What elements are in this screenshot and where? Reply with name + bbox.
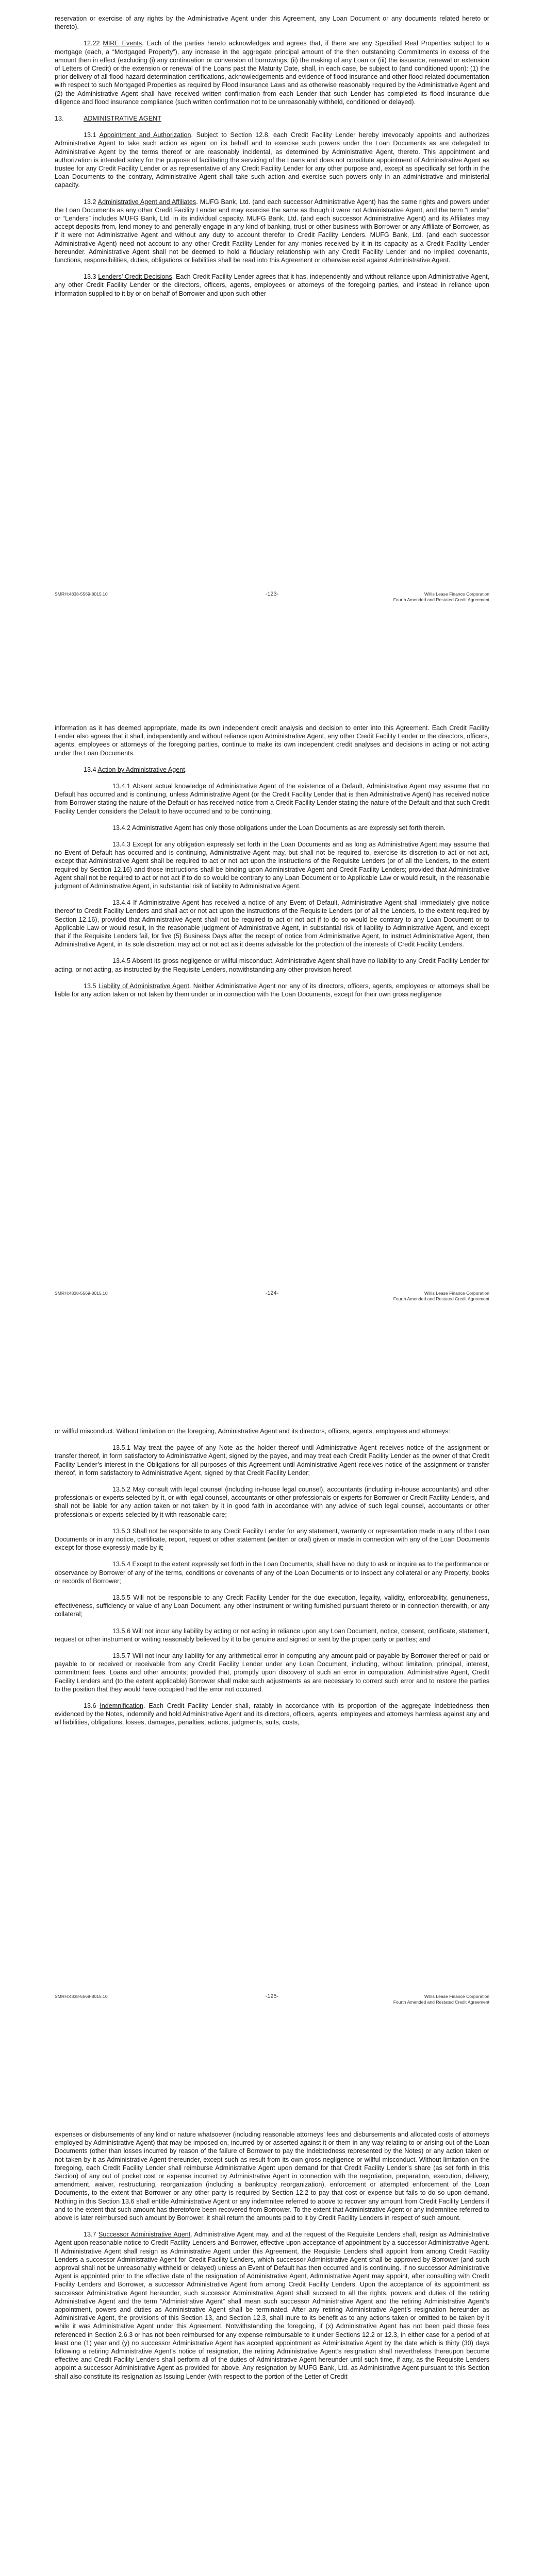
page-number: -124- (265, 1290, 279, 1296)
section-heading: Liability of Administrative Agent (98, 982, 189, 990)
paragraph: information as it has deemed appropriate, made its own independent credit analysis and decision to enter into this Agreement. Each Credit Facility Lender also agrees that it shall, independently and without reliance upon Administrative Agent, any other Credit Facility Lender or the directors, officers, agents, employees or attorneys of the foregoing parties, continue to make its own independent credit analyses and decisions in acting or not acting under the Loan Documents. (55, 724, 489, 757)
section-13-6: 13.6 Indemnification. Each Credit Facility Lender shall, ratably in accordance with its proportion of the aggregate Indebtedness then evidenced by the Notes, indemnify and hold Administrative Agent and its directors, officers, agents, employees and attorneys harmless against any and all liabilities, obligations, losses, damages, penalties, actions, judgments, suits, costs, (55, 1702, 489, 1726)
section-heading: Action by Administrative Agent (97, 766, 185, 773)
subsection-13-5-3: 13.5.3 Shall not be responsible to any Credit Facility Lender for any statement, warranty or representation made in any of the Loan Documents or in any notice, certificate, report, request or other statement (written or oral) given or made in connection with any of the Loan Documents except for those expressly made by it; (55, 1527, 489, 1552)
section-heading: Appointment and Authorization (99, 131, 191, 139)
footer-doc-id: SMRH:4838-5569-8015.10 (55, 1994, 108, 1999)
document-page-1 (0, 0, 544, 703)
page-footer (55, 591, 489, 612)
document-page-4 (0, 2110, 544, 2576)
section-heading: Administrative Agent and Affiliates (97, 198, 196, 206)
section-13-2: 13.2 Administrative Agent and Affiliates. MUFG Bank, Ltd. (and each successor Administrative Agent) has the same rights and powers under the Loan Documents as any other Credit Facility Lender and may exercise the same as though it were not Administrative Agent, and the term “Lender” or “Lenders” includes MUFG Bank, Ltd. in its individual capacity. MUFG Bank, Ltd. (and each successor Administrative Agent) and its Affiliates may accept deposits from, lend money to and generally engage in any kind of banking, trust or other business with Borrower or any Affiliate of Borrower, as if it were not Administrative Agent and without any duty to account therefor to Credit Facility Lenders. MUFG Bank, Ltd. (and each successor Administrative Agent) need not account to any other Credit Facility Lender for any monies received by it in its capacity as a Credit Facility Lender hereunder. Administrative Agent shall not be deemed to hold a fiduciary relationship with any Credit Facility Lender and no implied covenants, functions, responsibilities, duties, obligations or liabilities shall be read into this Agreement or otherwise exist against Administrative Agent. (55, 198, 489, 264)
page-number: -123- (265, 591, 279, 597)
subsection-13-5-4: 13.5.4 Except to the extent expressly set forth in the Loan Documents, shall have no duty to ask or inquire as to the performance or observance by Borrower of any of the terms, conditions or covenants of any of the Loan Documents or to inspect any collateral or any Property, books or records of Borrower; (55, 1561, 489, 1585)
section-13-7: 13.7 Successor Administrative Agent. Administrative Agent may, and at the request of the Requisite Lenders shall, resign as Administrative Agent upon reasonable notice to Credit Facility Lenders and Borrower, effective upon acceptance of appointment by a successor Administrative Agent. If Administrative Agent shall resign as Administrative Agent under this Agreement, the Requisite Lenders shall appoint from among Credit Facility Lenders a successor Administrative Agent for Credit Facility Lenders, which successor Administrative Agent shall be approved by Borrower (and such approval shall not be unreasonably withheld or delayed) unless an Event of Default has then occurred and is continuing. If no successor Administrative Agent is appointed prior to the effective date of the resignation of Administrative Agent, Administrative Agent may appoint, after consulting with Credit Facility Lenders and Borrower, a successor Administrative Agent from among Credit Facility Lenders. Upon the acceptance of its appointment as successor Administrative Agent hereunder, such successor Administrative Agent shall succeed to all the rights, powers and duties of the retiring Administrative Agent and the term “Administrative Agent” shall mean such successor Administrative Agent and the retiring Administrative Agent’s appointment, powers and duties as Administrative Agent shall be terminated. After any retiring Administrative Agent’s resignation hereunder as Administrative Agent, the provisions of this Section 13, and Section 12.3, shall inure to its benefit as to any actions taken or omitted to be taken by it while it was Administrative Agent under this Agreement. Notwithstanding the foregoing, if (x) Administrative Agent has not been paid those fees referenced in Section 2.6.3 or has not been reimbursed for any expense reimbursable to it under Sections 12.2 or 12.3, in either case for a period of at least one (1) year and (y) no successor Administrative Agent has accepted appointment as Administrative Agent by the date which is thirty (30) days following a retiring Administrative Agent’s notice of resignation, the retiring Administrative Agent’s resignation shall nevertheless thereupon become effective and Credit Facility Lenders shall perform all of the duties of Administrative Agent hereunder until such time, if any, as the Requisite Lenders appoint a successor Administrative Agent as provided for above. Any resignation by MUFG Bank, Ltd. as Administrative Agent pursuant to this Section shall also constitute its resignation as Issuing Lender (with respect to the portion of the Letter of Credit (55, 2231, 489, 2380)
section-heading: Lenders’ Credit Decisions (98, 273, 172, 281)
page-body (55, 2130, 489, 2389)
subsection-13-4-2: 13.4.2 Administrative Agent has only those obligations under the Loan Documents as are expressly set forth therein. (112, 824, 446, 832)
paragraph: or willful misconduct. Without limitation on the foregoing, Administrative Agent and its directors, officers, agents, employees and attorneys: (55, 1428, 450, 1435)
subsection-13-4-3: 13.4.3 Except for any obligation expressly set forth in the Loan Documents and as long as Administrative Agent may assume that no Event of Default has occurred and is continuing, Administrative Agent may, but shall not be required to, exercise its discretion to act or not act, except that Administrative Agent shall be required to act or not act upon the instructions of the Requisite Lenders (or of all the Lenders, to the extent required by Section 12.16) and those instructions shall be binding upon Administrative Agent and Credit Facility Lenders; provided that Administrative Agent shall not be required to act or not act if to do so would be contrary to any Loan Document or to Applicable Law or would result, in the reasonable judgment of Administrative Agent, in substantial risk of liability to Administrative Agent. (55, 841, 489, 890)
footer-company: Willis Lease Finance Corporation Fourth Amended and Restated Credit Agreement (393, 591, 489, 602)
article-13-heading: 13. ADMINISTRATIVE AGENT (55, 115, 161, 123)
document-page-2 (0, 703, 544, 1406)
section-13-1: 13.1 Appointment and Authorization. Subject to Section 12.8, each Credit Facility Lender hereby irrevocably appoints and authorizes Administrative Agent to take such action as agent on its behalf and to exercise such powers under the Loan Documents as are delegated to Administrative Agent by the terms thereof or are reasonably incidental, as determined by Administrative Agent, thereto. This appointment and authorization is intended solely for the purpose of facilitating the servicing of the Loans and does not constitute appointment of Administrative Agent as trustee for any Credit Facility Lender or as representative of any Credit Facility Lender for any other purpose and, except as specifically set forth in the Loan Documents to the contrary, Administrative Agent shall take such action and exercise such powers only in an administrative and ministerial capacity. (55, 131, 489, 189)
subsection-13-5-6: 13.5.6 Will not incur any liability by acting or not acting in reliance upon any Loan Document, notice, consent, certificate, statement, request or other instrument or writing reasonably believed by it to be genuine and signed or sent by the proper party or parties; and (55, 1627, 489, 1643)
footer-company: Willis Lease Finance Corporation Fourth Amended and Restated Credit Agreement (393, 1994, 489, 2005)
document-page-3 (0, 1406, 544, 2110)
page-body (55, 1427, 489, 1735)
subsection-13-4-5: 13.4.5 Absent its gross negligence or willful misconduct, Administrative Agent shall have no liability to any Credit Facility Lender for acting, or not acting, as instructed by the Requisite Lenders, notwithstanding any other provision hereof. (55, 957, 489, 973)
subsection-13-5-7: 13.5.7 Will not incur any liability for any arithmetical error in computing any amount paid or payable by Borrower thereof or paid or payable to or received or receivable from any Credit Facility Lender under any Loan Document, including, without limitation, principal, interest, commitment fees, Loans and other amounts; provided that, promptly upon discovery of such an error in computation, Administrative Agent, Credit Facility Lenders and (to the extent applicable) Borrower shall make such adjustments as are necessary to correct such error and to restore the parties to the position that they would have occupied had the error not occurred. (55, 1652, 489, 1693)
subsection-13-4-4: 13.4.4 If Administrative Agent has received a notice of any Event of Default, Administrative Agent shall immediately give notice thereof to Credit Facility Lenders and shall act or not act upon the instructions of the Requisite Lenders (or of all the Lenders, to the extent required by Section 12.16), provided that Administrative Agent shall not be required to act or not act if to do so would be contrary to any Loan Document or to Applicable Law or would result, in the reasonable judgment of Administrative Agent, in substantial risk of liability to Administrative Agent, and except that if the Requisite Lenders fail, for five (5) Business Days after the receipt of notice from Administrative Agent, to instruct Administrative Agent, then Administrative Agent, in its sole discretion, may act or not act as it deems advisable for the protection of the interests of Credit Facility Lenders. (55, 899, 489, 948)
page-number: -125- (265, 1993, 279, 1999)
page-body (55, 724, 489, 1007)
footer-company: Willis Lease Finance Corporation Fourth Amended and Restated Credit Agreement (393, 1291, 489, 1301)
section-heading: MIRE Events (103, 40, 142, 47)
page-body (55, 14, 489, 306)
page-footer (55, 1994, 489, 2014)
section-heading: Indemnification (100, 1702, 143, 1710)
section-heading: Successor Administrative Agent (98, 2231, 191, 2239)
subsection-13-5-1: 13.5.1 May treat the payee of any Note as the holder thereof until Administrative Agent receives notice of the assignment or transfer thereof, in form satisfactory to Administrative Agent, signed by the payee, and may treat each Credit Facility Lender as the owner of that Credit Facility Lender’s interest in the Obligations for all purposes of this Agreement until Administrative Agent receives notice of the assignment or transfer thereof, in form satisfactory to Administrative Agent, signed by that Credit Facility Lender; (55, 1444, 489, 1477)
section-13-4: 13.4 Action by Administrative Agent. (84, 766, 187, 773)
subsection-13-5-5: 13.5.5 Will not be responsible to any Credit Facility Lender for the due execution, legality, validity, enforceability, genuineness, effectiveness, sufficiency or value of any Loan Document, any other instrument or writing furnished pursuant thereto or in connection therewith, or any collateral; (55, 1594, 489, 1618)
paragraph: expenses or disbursements of any kind or nature whatsoever (including reasonable attorneys’ fees and disbursements and allocated costs of attorneys employed by Administrative Agent) that may be imposed on, incurred by or asserted against it or them in any way relating to or arising out of the Loan Documents (other than losses incurred by reason of the failure of Borrower to pay the Indebtedness represented by the Notes) or any action taken or not taken by it as Administrative Agent thereunder, except such as result from its own gross negligence or willful misconduct. Without limitation on the foregoing, each Credit Facility Lender shall reimburse Administrative Agent upon demand for that Credit Facility Lender’s share (as set forth in this Section) of any out of pocket cost or expense incurred by Administrative Agent in connection with the negotiation, preparation, execution, delivery, amendment, waiver, restructuring, reorganization (including a bankruptcy reorganization), enforcement or attempted enforcement of the Loan Documents, to the extent that Borrower or any other party is required by Section 12.2 to pay that cost or expense but fails to do so upon demand. Nothing in this Section 13.6 shall entitle Administrative Agent or any indemnitee referred to above to recover any amount from Credit Facility Lenders if and to the extent that such amount has theretofore been recovered from Borrower. To the extent that Administrative Agent or any indemnitee referred to above is later reimbursed such amount by Borrower, it shall return the amounts paid to it by Credit Facility Lenders in respect of such amount. (55, 2131, 489, 2222)
section-13-3: 13.3 Lenders’ Credit Decisions. Each Credit Facility Lender agrees that it has, independently and without reliance upon Administrative Agent, any other Credit Facility Lender or the directors, officers, agents, employees or attorneys of the foregoing parties, and instead in reliance upon information supplied to it by or on behalf of Borrower and upon such other (55, 273, 489, 297)
subsection-13-5-2: 13.5.2 May consult with legal counsel (including in-house legal counsel), accountants (including in-house accountants) and other professionals or experts selected by it, or with legal counsel, accountants or other professionals or experts for Borrower or Credit Facility Lenders, and shall not be liable for any action taken or not taken by it in good faith in accordance with any advice of such legal counsel, accountants or other professionals or experts selected by it with reasonable care; (55, 1486, 489, 1518)
footer-doc-id: SMRH:4838-5569-8015.10 (55, 1291, 108, 1296)
section-13-5: 13.5 Liability of Administrative Agent. Neither Administrative Agent nor any of its directors, officers, agents, employees or attorneys shall be liable for any action taken or not taken by them under or in connection with the Loan Documents, except for their own gross negligence (55, 982, 489, 998)
page-footer (55, 1291, 489, 1311)
section-12-22: 12.22 MIRE Events. Each of the parties hereto acknowledges and agrees that, if there are any Specified Real Properties subject to a mortgage (each, a “Mortgaged Property”), any increase in the aggregate principal amount of the then outstanding Commitments in excess of the amount then in effect (excluding (i) any continuation or conversion of borrowings, (ii) the making of any Loan or (iii) the issuance, renewal or extension of Letters of Credit) or the extension or renewal of the Loans past the Maturity Date, shall, in each case, be subject to (and conditioned upon): (1) the prior delivery of all flood hazard determination certifications, acknowledgements and evidence of flood insurance and other flood-related documentation with respect to such Mortgaged Properties as required by Flood Insurance Laws and as otherwise reasonably required by the Administrative Agent and (2) the Administrative Agent shall have received written confirmation from each Lender that such Lender has completed its flood insurance due diligence and flood insurance compliance (such written confirmation not to be unreasonably withheld, conditioned or delayed). (55, 40, 489, 106)
footer-doc-id: SMRH:4838-5569-8015.10 (55, 591, 108, 597)
paragraph: reservation or exercise of any rights by the Administrative Agent under this Agreement, any Loan Document or any documents related hereto or thereto). (55, 15, 489, 31)
subsection-13-4-1: 13.4.1 Absent actual knowledge of Administrative Agent of the existence of a Default, Administrative Agent may assume that no Default has occurred and is continuing, unless Administrative Agent (or the Credit Facility Lender that is then Administrative Agent) has received notice from Borrower stating the nature of the Default or has received notice from a Credit Facility Lender stating the nature of the Default and that such Credit Facility Lender considers the Default to have occurred and to be continuing. (55, 783, 489, 815)
